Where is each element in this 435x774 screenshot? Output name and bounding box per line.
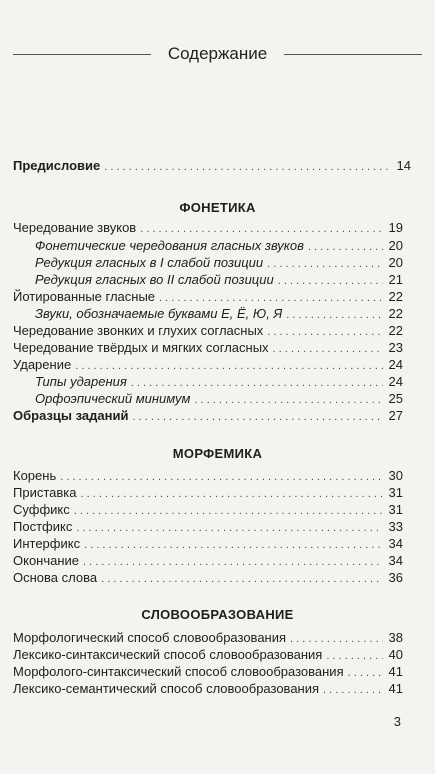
page-title: Содержание [167, 44, 268, 63]
toc-entry[interactable] [13, 356, 403, 374]
toc-entry-label: Йотированные гласные [13, 289, 156, 304]
toc-entry-page: 40 [388, 647, 403, 662]
toc-entry-label: Редукция гласных во II слабой позиции [35, 272, 274, 287]
toc-entry[interactable] [13, 629, 403, 647]
toc-entry-label: Звуки, обозначаемые буквами Е, Ё, Ю, Я [35, 306, 283, 321]
toc-entry[interactable] [13, 646, 403, 664]
toc-entry-label: Постфикс [13, 519, 73, 534]
toc-entry[interactable] [13, 535, 403, 553]
toc-entry-page: 22 [388, 289, 403, 304]
toc-entry-label: Интерфикс [13, 536, 81, 551]
section-heading-phonetics: ФОНЕТИКА [179, 200, 256, 215]
toc-entry[interactable] [13, 322, 403, 340]
leader-dots [104, 158, 391, 176]
toc-entry[interactable] [13, 339, 403, 357]
toc-entry-label: Фонетические чередования гласных звуков [35, 238, 304, 253]
toc-entry-page: 14 [396, 158, 411, 173]
toc-entry-label: Приставка [13, 485, 77, 500]
toc-entry-label: Морфолого-синтаксический способ словообразования [13, 664, 344, 679]
toc-entry-page: 41 [388, 681, 403, 696]
leader-dots [101, 570, 383, 588]
toc-entry-label: Суффикс [13, 502, 70, 517]
toc-entry-label: Ударение [13, 357, 72, 372]
toc-entry[interactable] [13, 569, 403, 587]
toc-entry-page: 19 [388, 220, 403, 235]
toc-subentry[interactable] [35, 271, 403, 289]
toc-subentry[interactable] [35, 390, 403, 408]
toc-entry-label: Лексико-синтаксический способ словообразования [13, 647, 323, 662]
toc-entry-label: Редукция гласных в I слабой позиции [35, 255, 264, 270]
toc-entry-label: Морфологический способ словообразования [13, 630, 287, 645]
toc-subentry[interactable] [35, 237, 403, 255]
toc-entry-page: 34 [388, 536, 403, 551]
toc-entry[interactable] [13, 484, 403, 502]
toc-entry-page: 31 [388, 485, 403, 500]
toc-entry-label: Предисловие [13, 158, 101, 173]
toc-entry-samples[interactable] [13, 407, 403, 425]
toc-entry-preface[interactable] [13, 157, 411, 175]
toc-entry-label: Чередование звуков [13, 220, 137, 235]
toc-entry-label: Лексико-семантический способ словообразования [13, 681, 320, 696]
toc-entry[interactable] [13, 552, 403, 570]
toc-entry-page: 31 [388, 502, 403, 517]
toc-entry[interactable] [13, 518, 403, 536]
toc-entry-page: 20 [388, 255, 403, 270]
leader-dots [132, 408, 383, 426]
leader-dots [323, 681, 383, 699]
toc-entry-page: 22 [388, 306, 403, 321]
toc-entry[interactable] [13, 680, 403, 698]
toc-entry-label: Корень [13, 468, 57, 483]
toc-entry-page: 23 [388, 340, 403, 355]
toc-entry-page: 22 [388, 323, 403, 338]
toc-entry-page: 24 [388, 374, 403, 389]
leader-dots [140, 220, 383, 238]
title-rule-right [284, 54, 422, 55]
toc-entry-page: 21 [388, 272, 403, 287]
section-heading-word-formation: СЛОВООБРАЗОВАНИЕ [141, 607, 294, 622]
toc-entry[interactable] [13, 467, 403, 485]
toc-entry-label: Чередование твёрдых и мягких согласных [13, 340, 269, 355]
toc-entry-page: 41 [388, 664, 403, 679]
toc-entry-page: 27 [388, 408, 403, 423]
section-heading-morphemics: МОРФЕМИКА [172, 446, 263, 461]
toc-entry-label: Основа слова [13, 570, 98, 585]
toc-entry-label: Окончание [13, 553, 80, 568]
toc-entry-page: 33 [388, 519, 403, 534]
toc-entry-page: 38 [388, 630, 403, 645]
page-number: 3 [393, 714, 401, 729]
toc-entry-label: Образцы заданий [13, 408, 129, 423]
toc-entry[interactable] [13, 288, 403, 306]
toc-entry-page: 20 [388, 238, 403, 253]
toc-entry-page: 24 [388, 357, 403, 372]
toc-subentry[interactable] [35, 254, 403, 272]
toc-entry[interactable] [13, 501, 403, 519]
toc-entry[interactable] [13, 663, 403, 681]
toc-entry-page: 36 [388, 570, 403, 585]
toc-entry-label: Типы ударения [35, 374, 127, 389]
toc-entry[interactable] [13, 219, 403, 237]
toc-entry-label: Чередование звонких и глухих согласных [13, 323, 264, 338]
toc-entry-label: Орфоэпический минимум [35, 391, 191, 406]
toc-entry-page: 30 [388, 468, 403, 483]
toc-subentry[interactable] [35, 305, 403, 323]
toc-entry-page: 34 [388, 553, 403, 568]
toc-subentry[interactable] [35, 373, 403, 391]
toc-entry-page: 25 [388, 391, 403, 406]
